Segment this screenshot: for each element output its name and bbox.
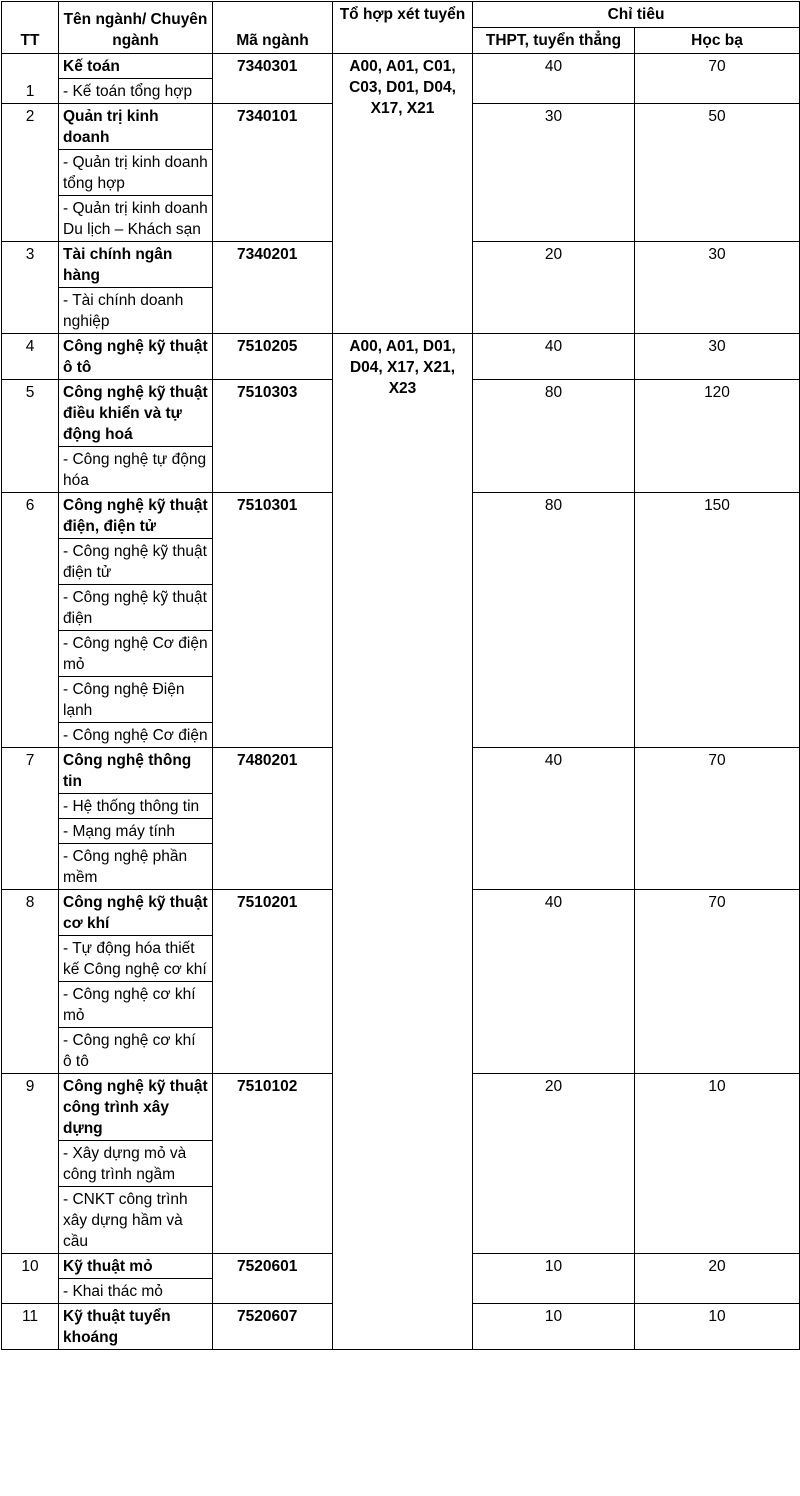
specialization-name: - Công nghệ phần mềm: [59, 844, 213, 890]
header-name: Tên ngành/ Chuyên ngành: [59, 2, 213, 54]
row-number: 6: [2, 493, 59, 748]
major-name: Công nghệ kỹ thuật điện, điện tử: [59, 493, 213, 539]
specialization-name: - Xây dựng mỏ và công trình ngầm: [59, 1141, 213, 1187]
specialization-name: - Khai thác mỏ: [59, 1279, 213, 1304]
quota-thpt: 80: [473, 380, 635, 493]
major-name: Kỹ thuật tuyển khoáng: [59, 1304, 213, 1350]
specialization-name: - Công nghệ Cơ điện mỏ: [59, 631, 213, 677]
subject-combination: A00, A01, C01, C03, D01, D04, X17, X21: [333, 54, 473, 334]
quota-thpt: 10: [473, 1254, 635, 1304]
row-number: 3: [2, 242, 59, 334]
row-number: 5: [2, 380, 59, 493]
specialization-name: - CNKT công trình xây dựng hầm và cầu: [59, 1187, 213, 1254]
row-number: 10: [2, 1254, 59, 1304]
major-name: Kỹ thuật mỏ: [59, 1254, 213, 1279]
quota-hocba: 10: [635, 1074, 800, 1254]
table-row: [2, 334, 800, 380]
specialization-name: - Mạng máy tính: [59, 819, 213, 844]
quota-hocba: 150: [635, 493, 800, 748]
quota-hocba: 70: [635, 890, 800, 1074]
major-code: 7510303: [213, 380, 333, 493]
major-name: Công nghệ kỹ thuật ô tô: [59, 334, 213, 380]
major-name: Công nghệ thông tin: [59, 748, 213, 794]
quota-hocba: 50: [635, 104, 800, 242]
table-row: [2, 54, 800, 79]
quota-thpt: 20: [473, 242, 635, 334]
header-thpt: THPT, tuyển thẳng: [473, 28, 635, 54]
row-number: 9: [2, 1074, 59, 1254]
major-name: Công nghệ kỹ thuật điều khiển và tự động hoá: [59, 380, 213, 447]
quota-hocba: 70: [635, 748, 800, 890]
specialization-name: - Công nghệ kỹ thuật điện tử: [59, 539, 213, 585]
major-name: Công nghệ kỹ thuật cơ khí: [59, 890, 213, 936]
quota-thpt: 30: [473, 104, 635, 242]
row-number: 4: [2, 334, 59, 380]
major-code: 7520607: [213, 1304, 333, 1350]
row-number: 7: [2, 748, 59, 890]
subject-combination: A00, A01, D01, D04, X17, X21, X23: [333, 334, 473, 1350]
specialization-name: - Kế toán tổng hợp: [59, 79, 213, 104]
specialization-name: - Công nghệ cơ khí ô tô: [59, 1028, 213, 1074]
major-code: 7340301: [213, 54, 333, 104]
quota-thpt: 40: [473, 890, 635, 1074]
specialization-name: - Tự động hóa thiết kế Công nghệ cơ khí: [59, 936, 213, 982]
quota-thpt: 20: [473, 1074, 635, 1254]
quota-thpt: 40: [473, 334, 635, 380]
row-number: 1: [2, 54, 59, 104]
specialization-name: - Công nghệ Cơ điện: [59, 723, 213, 748]
header-quota: Chỉ tiêu: [473, 2, 800, 28]
major-name: Kế toán: [59, 54, 213, 79]
major-name: Tài chính ngân hàng: [59, 242, 213, 288]
quota-hocba: 120: [635, 380, 800, 493]
quota-thpt: 40: [473, 54, 635, 104]
quota-hocba: 30: [635, 334, 800, 380]
quota-thpt: 40: [473, 748, 635, 890]
quota-hocba: 30: [635, 242, 800, 334]
specialization-name: - Công nghệ tự động hóa: [59, 447, 213, 493]
major-name: Quản trị kinh doanh: [59, 104, 213, 150]
specialization-name: - Công nghệ cơ khí mỏ: [59, 982, 213, 1028]
major-code: 7510301: [213, 493, 333, 748]
specialization-name: - Quản trị kinh doanh Du lịch – Khách sạn: [59, 196, 213, 242]
header-combo: Tổ hợp xét tuyển: [333, 2, 473, 54]
quota-hocba: 20: [635, 1254, 800, 1304]
specialization-name: - Công nghệ kỹ thuật điện: [59, 585, 213, 631]
admission-quota-table: [1, 1, 800, 1350]
row-number: 2: [2, 104, 59, 242]
major-code: 7510201: [213, 890, 333, 1074]
table-header: [2, 2, 800, 54]
quota-hocba: 10: [635, 1304, 800, 1350]
specialization-name: - Tài chính doanh nghiệp: [59, 288, 213, 334]
table-body: [2, 54, 800, 1350]
specialization-name: - Công nghệ Điện lạnh: [59, 677, 213, 723]
major-code: 7510205: [213, 334, 333, 380]
quota-hocba: 70: [635, 54, 800, 104]
major-code: 7340101: [213, 104, 333, 242]
specialization-name: - Hệ thống thông tin: [59, 794, 213, 819]
major-code: 7480201: [213, 748, 333, 890]
major-code: 7340201: [213, 242, 333, 334]
major-name: Công nghệ kỹ thuật công trình xây dựng: [59, 1074, 213, 1141]
row-number: 8: [2, 890, 59, 1074]
row-number: 11: [2, 1304, 59, 1350]
specialization-name: - Quản trị kinh doanh tổng hợp: [59, 150, 213, 196]
quota-thpt: 10: [473, 1304, 635, 1350]
quota-thpt: 80: [473, 493, 635, 748]
header-tt: TT: [2, 2, 59, 54]
header-hocba: Học bạ: [635, 28, 800, 54]
major-code: 7520601: [213, 1254, 333, 1304]
header-code: Mã ngành: [213, 2, 333, 54]
major-code: 7510102: [213, 1074, 333, 1254]
